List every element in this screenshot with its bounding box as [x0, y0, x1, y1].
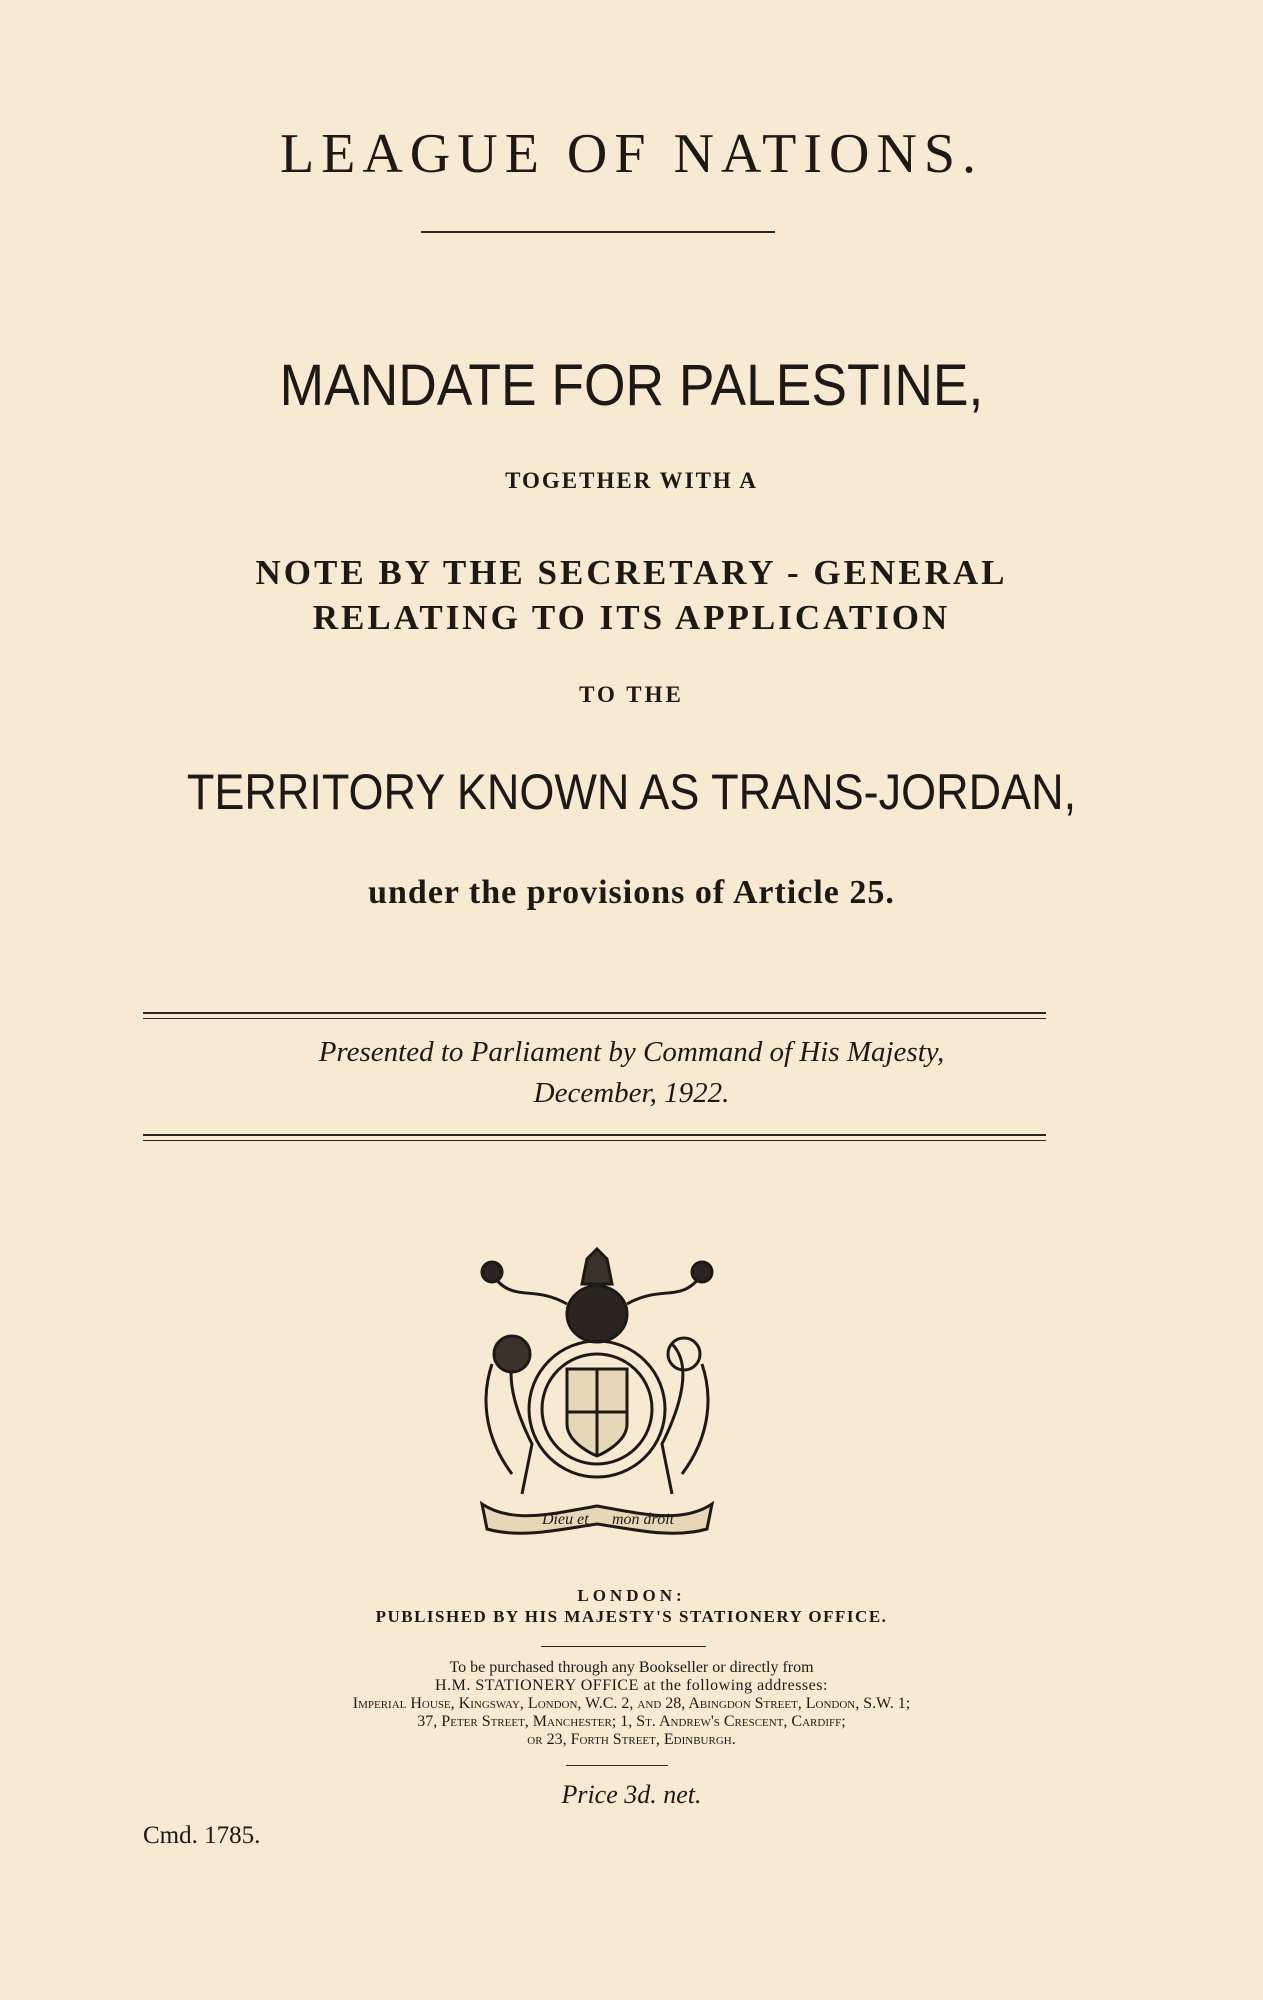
imprint-publisher: PUBLISHED BY HIS MAJESTY'S STATIONERY OFFICE. [375, 1607, 888, 1626]
imprint-line: Imperial House, Kingsway, London, W.C. 2, and 28, Abingdon Street, London, S.W. 1; [352, 1695, 911, 1712]
divider [566, 1765, 668, 1766]
price-text: Price 3d. net. [561, 1780, 702, 1809]
note-line-1: NOTE BY THE SECRETARY - GENERAL [255, 553, 1008, 592]
double-rule [143, 1134, 1046, 1141]
double-rule [143, 1012, 1046, 1019]
territory-title: TERRITORY KNOWN AS TRANS-JORDAN, [186, 764, 1077, 820]
note-line-2: RELATING TO ITS APPLICATION [312, 598, 951, 637]
imprint-city: LONDON: [577, 1586, 686, 1605]
together-text: TOGETHER WITH A [505, 468, 758, 493]
divider [541, 1646, 706, 1647]
imprint-line: H.M. STATIONERY OFFICE at the following addresses: [435, 1677, 828, 1694]
to-the-text: TO THE [579, 682, 684, 707]
league-title: LEAGUE OF NATIONS. [279, 123, 984, 185]
imprint-line: 37, Peter Street, Manchester; 1, St. Andrew's Crescent, Cardiff; [417, 1713, 846, 1730]
provisions-text: under the provisions of Article 25. [368, 874, 895, 911]
document-title: MANDATE FOR PALESTINE, [279, 353, 984, 418]
royal-coat-of-arms-icon [472, 1244, 722, 1544]
divider [421, 231, 775, 233]
command-number: Cmd. 1785. [143, 1822, 261, 1849]
presented-line-2: December, 1922. [533, 1077, 730, 1109]
imprint-line: To be purchased through any Bookseller or directly from [449, 1659, 814, 1676]
presented-line-1: Presented to Parliament by Command of His Majesty, [318, 1036, 945, 1068]
motto-text: Dieu et [542, 1511, 589, 1528]
imprint-line: or 23, Forth Street, Edinburgh. [527, 1731, 736, 1748]
motto-text: mon droit [612, 1511, 675, 1528]
